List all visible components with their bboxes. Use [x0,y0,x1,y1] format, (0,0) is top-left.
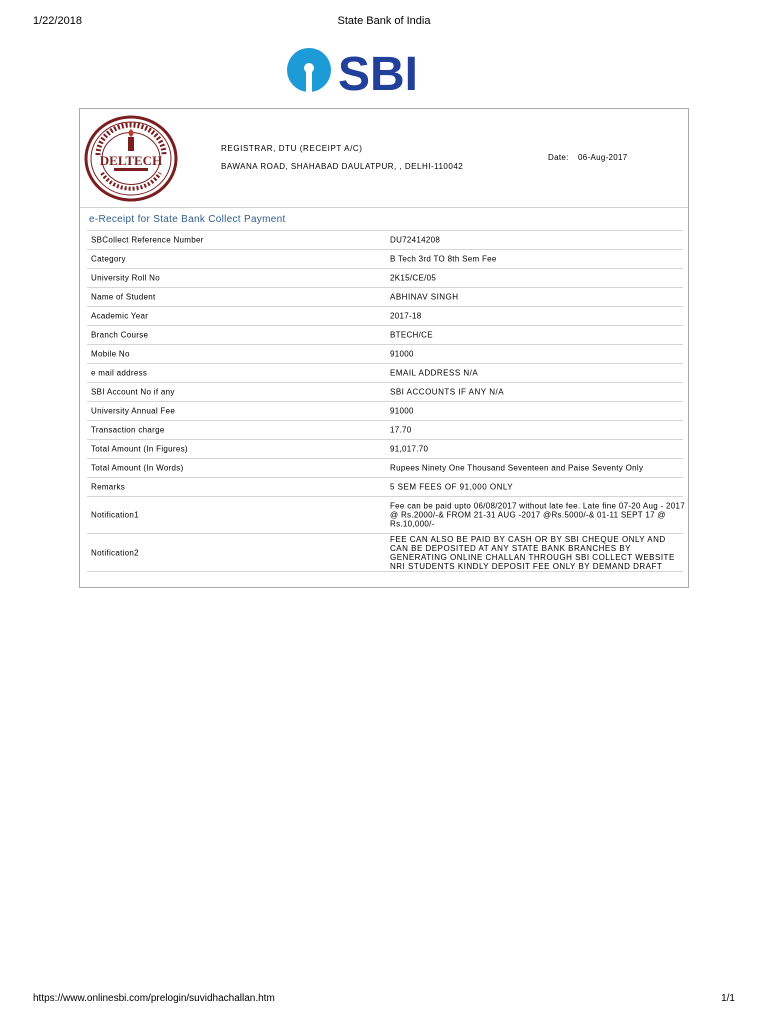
section-title: e-Receipt for State Bank Collect Payment [89,214,286,225]
table-row [87,458,683,477]
table-row [87,439,683,458]
row-label: Mobile No [91,349,130,359]
row-value: Fee can be paid upto 06/08/2017 without late fee. Late fine 07-20 Aug - 2017 @ Rs.2000/-& FROM 21-31 AUG -2017 @Rs.5000/-& 01-11 SEPT 17 @ Rs.10,000/- [390,501,686,529]
row-value: SBI ACCOUNTS IF ANY N/A [390,387,505,397]
payee-address: BAWANA ROAD, SHAHABAD DAULATPUR, , DELHI-110042 [221,162,464,171]
row-label: e mail address [91,368,148,378]
row-value: 91,017.70 [390,444,429,454]
print-header [33,15,735,29]
row-label: Total Amount (In Words) [91,463,184,473]
receipt-header [80,109,688,208]
table-row [87,533,683,572]
row-label: Category [91,254,126,264]
sbi-logo [284,45,429,95]
print-footer [33,993,735,1007]
table-row [87,420,683,439]
receipt-date [548,153,628,162]
row-value: EMAIL ADDRESS N/A [390,368,479,378]
row-value: ABHINAV SINGH [390,292,459,302]
table-row [87,477,683,496]
sbi-logo-keyhole-slot [306,70,312,93]
row-value: 5 SEM FEES OF 91,000 ONLY [390,482,514,492]
row-label: Total Amount (In Figures) [91,444,188,454]
page-number: 1/1 [721,993,735,1004]
table-row [87,382,683,401]
receipt-details-table [87,230,686,572]
table-row [87,306,683,325]
table-row [87,496,686,533]
row-label: SBCollect Reference Number [91,235,204,245]
row-value: 91000 [390,406,414,416]
row-label: Transaction charge [91,425,165,435]
receipt-date-value: 06-Aug-2017 [578,153,628,162]
table-row [87,325,683,344]
table-row [87,230,683,249]
row-value: 2K15/CE/05 [390,273,437,283]
page-url: https://www.onlinesbi.com/prelogin/suvidhachallan.htm [33,993,275,1004]
row-label: Remarks [91,482,126,492]
row-label: Branch Course [91,330,149,340]
row-value: DU72414208 [390,235,441,245]
table-row [87,344,683,363]
row-value: FEE CAN ALSO BE PAID BY CASH OR BY SBI CHEQUE ONLY AND CAN BE DEPOSITED AT ANY STATE BANK BRANCHES BY GENERATING ONLINE CHALLAN THROUGH SBI COLLECT WEBSITE NRI STUDENTS KINDLY DEPOSIT FEE ONLY BY DEMAND DRAFT [390,534,675,571]
row-label: University Annual Fee [91,406,176,416]
print-page-title: State Bank of India [337,15,431,27]
table-row [87,249,683,268]
receipt-date-label: Date: [548,153,569,162]
row-value: B Tech 3rd TO 8th Sem Fee [390,254,497,264]
row-value: BTECH/CE [390,330,433,340]
sbi-logo-text: SBI [338,48,419,95]
table-row [87,287,683,306]
row-label: Academic Year [91,311,149,321]
seal-center-text: DELTECH [99,153,163,168]
payee-name: REGISTRAR, DTU (RECEIPT A/C) [221,144,363,153]
row-label: Name of Student [91,292,156,302]
table-row [87,268,683,287]
table-row [87,401,683,420]
print-date: 1/22/2018 [33,15,82,27]
row-label: University Roll No [91,273,160,283]
row-value: 17.70 [390,425,412,435]
row-label: Notification1 [91,510,139,520]
row-value: Rupees Ninety One Thousand Seventeen and Paise Seventy Only [390,463,644,473]
row-label: Notification2 [91,548,139,557]
university-seal-icon [84,115,178,202]
row-value: 91000 [390,349,414,359]
receipt [79,108,689,588]
row-label: SBI Account No if any [91,387,175,397]
table-row [87,363,683,382]
row-value: 2017-18 [390,311,422,321]
